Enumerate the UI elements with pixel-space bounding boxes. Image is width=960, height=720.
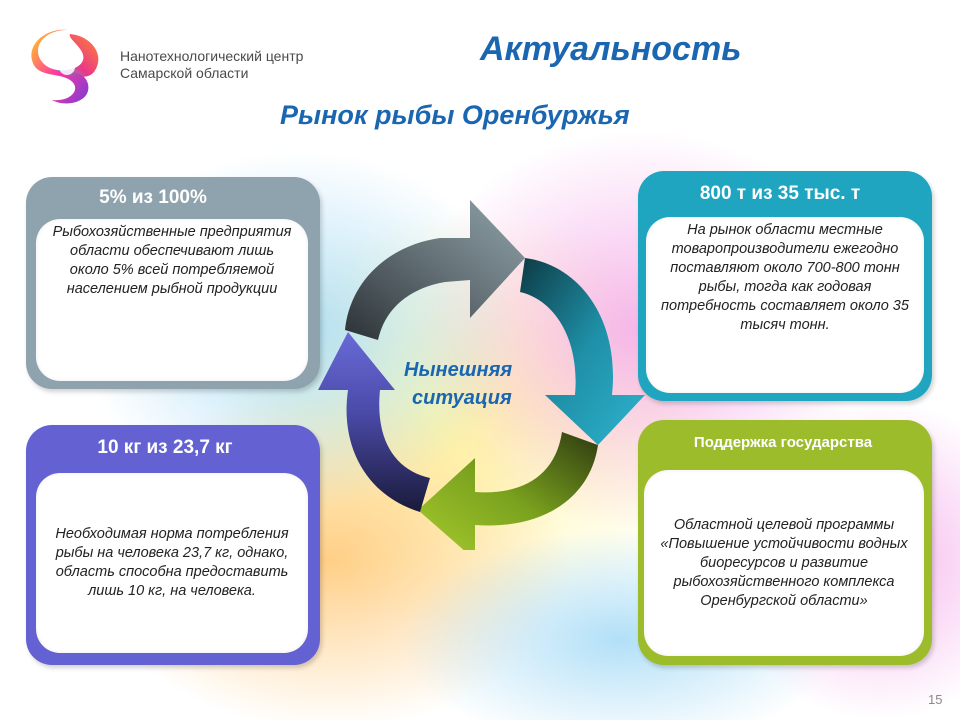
card-text: Областной целевой программы «Повышение устойчивости водных биоресурсов и развитие рыбохозяйственного комплекса Оренбургской области» — [660, 516, 908, 609]
card-text: Необходимая норма потребления рыбы на человека 23,7 кг, однако, область способна предоставить лишь 10 кг, на человека. — [55, 526, 289, 599]
card-heading: 10 кг из 23,7 кг — [97, 437, 233, 458]
card-heading: 800 т из 35 тыс. т — [699, 183, 861, 204]
center-label — [404, 356, 544, 412]
card-heading: Поддержка государства — [693, 434, 873, 451]
card-body — [646, 217, 924, 393]
card-heading: 5% из 100% — [99, 187, 207, 208]
arrow-green — [418, 432, 598, 550]
org-name-line2: Самарской области — [120, 65, 249, 81]
card-text: На рынок области местные товаропроизводители ежегодно поставляют около 700-800 тонн рыбы, тогда как годовая потребность составляет около 35 тысяч тонн. — [661, 222, 909, 333]
org-name-line1: Нанотехнологический центр — [120, 48, 304, 64]
arrow-teal — [520, 258, 645, 445]
card-body — [36, 473, 308, 653]
card-consumption-norm — [26, 425, 320, 665]
company-logo — [22, 22, 112, 112]
arrow-gray — [345, 200, 525, 340]
card-body — [644, 470, 924, 656]
page-title: Актуальность — [480, 30, 742, 68]
center-label-line2: ситуация — [412, 387, 512, 409]
org-name — [120, 48, 303, 82]
card-text: Рыбохозяйственные предприятия области обеспечивают лишь около 5% всей потребляемой населением рыбной продукции — [52, 224, 292, 297]
page-subtitle: Рынок рыбы Оренбуржья — [280, 100, 630, 130]
card-state-support — [638, 420, 932, 665]
card-body — [36, 219, 308, 381]
card-supply-volume — [638, 171, 932, 401]
card-market-share — [26, 177, 320, 389]
center-label-line1: Нынешняя — [404, 359, 513, 381]
page-number: 15 — [928, 692, 943, 707]
